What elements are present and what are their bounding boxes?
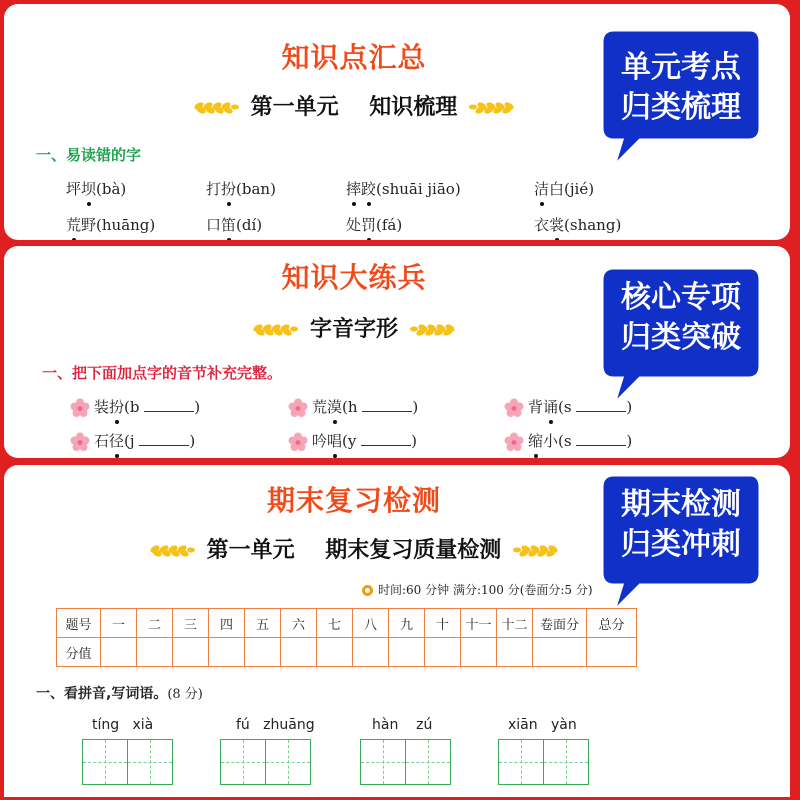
table-cell: 二 — [137, 609, 173, 638]
fill-item: 石径(j ) — [70, 430, 195, 452]
score-input-cell[interactable] — [497, 638, 533, 667]
writing-cell[interactable] — [220, 739, 266, 785]
answer-blank[interactable] — [139, 432, 189, 446]
question-heading: 一、易读错的字 — [36, 146, 142, 164]
unit-subtitle: 第一单元 知识梳理 — [250, 95, 458, 120]
answer-blank[interactable] — [144, 398, 194, 412]
table-cell: 一 — [101, 609, 137, 638]
flower-icon — [504, 432, 524, 452]
wheat-right-icon — [469, 95, 515, 117]
score-input-cell[interactable] — [209, 638, 245, 667]
score-input-cell[interactable] — [389, 638, 425, 667]
section-title: 期末复习检测 — [266, 484, 441, 517]
writing-cell[interactable] — [360, 739, 406, 785]
writing-grid — [82, 739, 171, 785]
flower-icon — [70, 398, 90, 418]
wheat-left-icon — [193, 95, 239, 117]
table-cell: 题号 — [57, 609, 101, 638]
flower-icon — [70, 432, 90, 452]
answer-blank[interactable] — [576, 398, 626, 412]
score-input-cell[interactable] — [281, 638, 317, 667]
score-input-cell[interactable] — [353, 638, 389, 667]
word-item: 摔跤(shuāi jiāo) — [346, 180, 461, 198]
table-cell: 卷面分 — [533, 609, 587, 638]
flower-icon — [504, 398, 524, 418]
pinyin-label: tíng xià — [92, 717, 154, 733]
writing-cell[interactable] — [127, 739, 173, 785]
score-table — [56, 608, 637, 667]
wheat-left-icon — [252, 317, 298, 339]
knowledge-summary-panel — [4, 4, 790, 240]
table-cell: 总分 — [587, 609, 637, 638]
score-input-cell[interactable] — [425, 638, 461, 667]
sun-icon — [362, 585, 373, 596]
word-item: 洁白(jié) — [534, 180, 595, 198]
flower-icon — [288, 432, 308, 452]
word-item: 打扮(ban) — [206, 180, 276, 198]
table-cell: 六 — [281, 609, 317, 638]
answer-blank[interactable] — [362, 398, 412, 412]
exam-time-info: 时间:60 分钟 满分:100 分(卷面分:5 分) — [362, 581, 593, 598]
table-cell: 五 — [245, 609, 281, 638]
score-input-cell[interactable] — [137, 638, 173, 667]
word-item: 衣裳(shang) — [534, 216, 622, 234]
pinyin-label: fú zhuāng — [236, 717, 315, 733]
bubble-line-1: 核心专项 — [621, 280, 741, 315]
word-item: 荒野(huāng) — [66, 216, 156, 234]
bubble-line-1: 期末检测 — [621, 487, 741, 522]
fill-item: 装扮(b ) — [70, 396, 200, 418]
score-input-cell[interactable] — [245, 638, 281, 667]
practice-panel — [4, 246, 790, 458]
flower-icon — [288, 398, 308, 418]
callout-bubble — [600, 473, 762, 591]
writing-cell[interactable] — [498, 739, 544, 785]
subtitle-row — [4, 312, 704, 343]
bubble-line-2: 归类突破 — [621, 320, 741, 355]
score-input-cell[interactable] — [101, 638, 137, 667]
writing-cell[interactable] — [405, 739, 451, 785]
answer-blank[interactable] — [576, 432, 626, 446]
bubble-line-2: 归类梳理 — [621, 90, 741, 125]
writing-grid — [220, 739, 309, 785]
wheat-right-icon — [410, 317, 456, 339]
table-cell: 八 — [353, 609, 389, 638]
section-title: 知识大练兵 — [281, 261, 427, 294]
writing-grid — [498, 739, 587, 785]
fill-item: 荒漠(h ) — [288, 396, 418, 418]
callout-bubble — [600, 28, 762, 146]
unit-subtitle: 字音字形 — [309, 317, 398, 342]
callout-bubble — [600, 266, 762, 384]
question-heading: 一、看拼音,写词语。(8 分) — [36, 686, 203, 702]
table-cell: 十 — [425, 609, 461, 638]
score-input-cell[interactable] — [173, 638, 209, 667]
word-item: 口笛(dí) — [206, 216, 263, 234]
wheat-left-icon — [149, 538, 195, 560]
word-item: 坪坝(bà) — [66, 180, 127, 198]
table-row — [57, 638, 637, 667]
wheat-right-icon — [513, 538, 559, 560]
table-cell: 七 — [317, 609, 353, 638]
table-cell: 四 — [209, 609, 245, 638]
fill-item: 吟唱(y ) — [288, 430, 417, 452]
table-cell: 十二 — [497, 609, 533, 638]
writing-grid — [360, 739, 449, 785]
writing-cell[interactable] — [265, 739, 311, 785]
bubble-line-1: 单元考点 — [621, 50, 741, 85]
score-input-cell[interactable] — [587, 638, 637, 667]
fill-item: 背诵(s ) — [504, 396, 632, 418]
writing-cell[interactable] — [82, 739, 128, 785]
subtitle-row — [4, 90, 704, 121]
score-input-cell[interactable] — [317, 638, 353, 667]
score-input-cell[interactable] — [533, 638, 587, 667]
section-title: 知识点汇总 — [281, 41, 427, 74]
bubble-line-2: 归类冲刺 — [621, 527, 741, 562]
score-input-cell[interactable] — [461, 638, 497, 667]
pinyin-label: hàn zú — [372, 717, 433, 733]
table-header-row — [57, 609, 637, 638]
table-cell: 三 — [173, 609, 209, 638]
writing-cell[interactable] — [543, 739, 589, 785]
final-review-panel — [4, 465, 790, 797]
fill-item: 缩小(s ) — [504, 430, 632, 452]
subtitle-row — [4, 533, 704, 564]
table-cell: 九 — [389, 609, 425, 638]
unit-subtitle: 第一单元 期末复习质量检测 — [206, 538, 502, 563]
question-heading: 一、把下面加点字的音节补充完整。 — [42, 364, 283, 382]
table-cell: 十一 — [461, 609, 497, 638]
table-cell: 分值 — [57, 638, 101, 667]
pinyin-label: xiān yàn — [508, 717, 577, 733]
word-item: 处罚(fá) — [346, 216, 403, 234]
answer-blank[interactable] — [361, 432, 411, 446]
